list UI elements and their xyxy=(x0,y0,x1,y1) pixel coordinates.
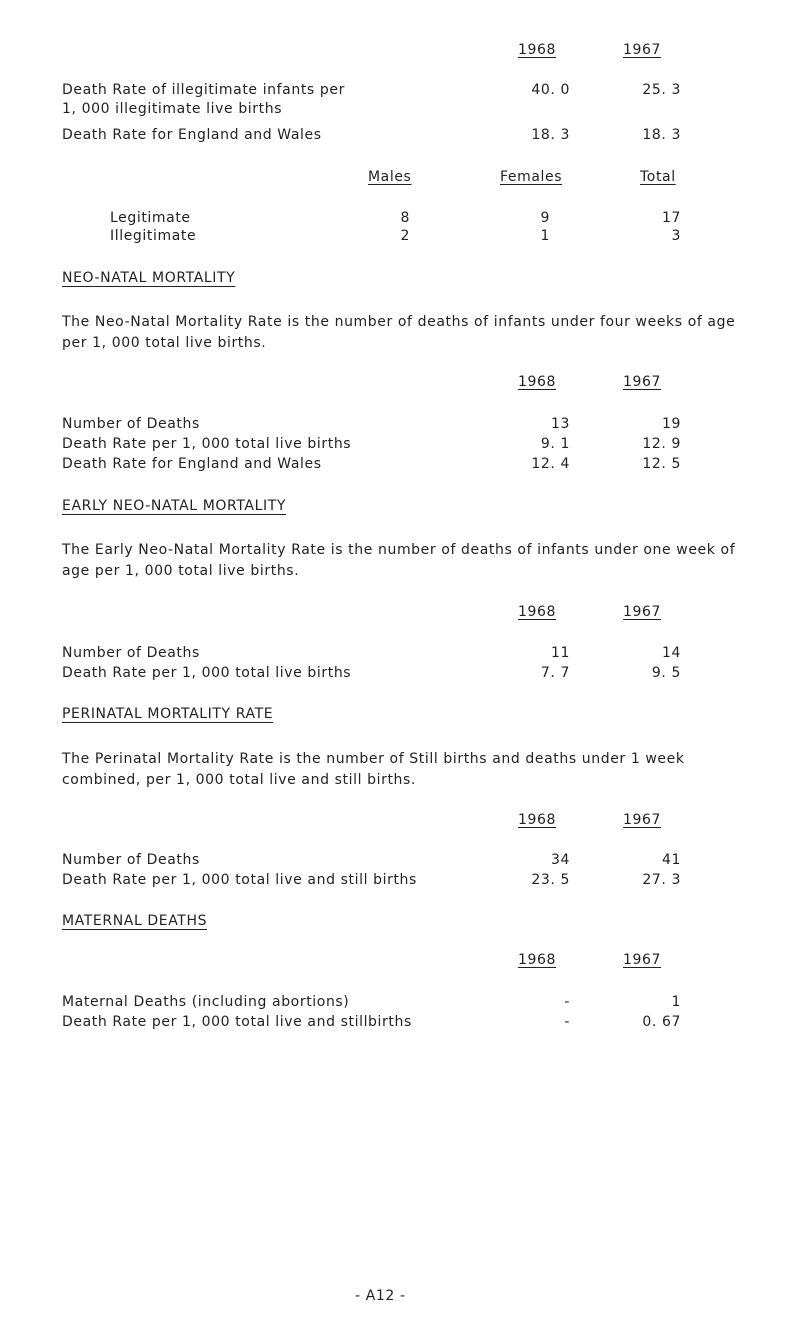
value-1967: 14 xyxy=(661,645,681,661)
year-header-1967: 1967 xyxy=(623,952,662,968)
row-label: Maternal Deaths (including abortions) xyxy=(62,994,350,1010)
value-1968: 13 xyxy=(550,416,570,432)
year-header-1968: 1968 xyxy=(518,42,557,58)
value-males: 8 xyxy=(400,210,410,226)
value-1968: 40. 0 xyxy=(531,82,570,98)
row-label: Death Rate for England and Wales xyxy=(62,456,322,472)
row-label-continued: 1, 000 illegitimate live births xyxy=(62,101,283,117)
section-description: The Neo-Natal Mortality Rate is the number of deaths of infants under four weeks of age per 1, 000 total live births. xyxy=(62,314,736,351)
row-label-legitimate: Legitimate xyxy=(110,210,191,226)
section-heading-perinatal: PERINATAL MORTALITY RATE xyxy=(62,706,274,722)
value-1968: 23. 5 xyxy=(531,872,570,888)
value-1968: 7. 7 xyxy=(540,665,570,681)
section-description: The Perinatal Mortality Rate is the number of Still births and deaths under 1 week combined, per 1, 000 total live and still births. xyxy=(62,751,685,788)
value-1967: 19 xyxy=(661,416,681,432)
year-header-1968: 1968 xyxy=(518,374,557,390)
value-1967: 41 xyxy=(661,852,681,868)
row-label: Death Rate of illegitimate infants per xyxy=(62,82,345,98)
row-label: Number of Deaths xyxy=(62,645,200,661)
page-number: - A12 - xyxy=(355,1288,406,1304)
value-1967: 12. 9 xyxy=(642,436,681,452)
row-label-illegitimate: Illegitimate xyxy=(110,228,197,244)
year-header-1967: 1967 xyxy=(623,374,662,390)
value-1967: 0. 67 xyxy=(642,1014,681,1030)
row-label: Death Rate per 1, 000 total live births xyxy=(62,436,352,452)
value-1968: 12. 4 xyxy=(531,456,570,472)
value-1968: 9. 1 xyxy=(540,436,570,452)
year-header-1967: 1967 xyxy=(623,604,662,620)
value-total: 17 xyxy=(661,210,681,226)
value-females: 1 xyxy=(540,228,550,244)
row-label: Death Rate per 1, 000 total live births xyxy=(62,665,352,681)
section-heading-early-neonatal: EARLY NEO-NATAL MORTALITY xyxy=(62,498,287,514)
value-1968: - xyxy=(564,1014,570,1030)
year-header-1968: 1968 xyxy=(518,952,557,968)
section-description: The Early Neo-Natal Mortality Rate is the number of deaths of infants under one week of age per 1, 000 total live births. xyxy=(62,542,736,579)
value-1968: 18. 3 xyxy=(531,127,570,143)
value-1967: 9. 5 xyxy=(651,665,681,681)
column-header-females: Females xyxy=(500,169,563,185)
row-label: Number of Deaths xyxy=(62,852,200,868)
value-total: 3 xyxy=(671,228,681,244)
year-header-1967: 1967 xyxy=(623,42,662,58)
row-label: Death Rate per 1, 000 total live and stillbirths xyxy=(62,1014,412,1030)
value-1968: - xyxy=(564,994,570,1010)
value-females: 9 xyxy=(540,210,550,226)
value-1967: 27. 3 xyxy=(642,872,681,888)
row-label: Number of Deaths xyxy=(62,416,200,432)
value-1968: 34 xyxy=(550,852,570,868)
section-heading-neonatal: NEO-NATAL MORTALITY xyxy=(62,270,236,286)
year-header-1968: 1968 xyxy=(518,604,557,620)
row-label: Death Rate for England and Wales xyxy=(62,127,322,143)
value-1967: 25. 3 xyxy=(642,82,681,98)
value-1967: 1 xyxy=(671,994,681,1010)
section-heading-maternal: MATERNAL DEATHS xyxy=(62,913,208,929)
value-1968: 11 xyxy=(550,645,570,661)
value-1967: 18. 3 xyxy=(642,127,681,143)
year-header-1967: 1967 xyxy=(623,812,662,828)
row-label: Death Rate per 1, 000 total live and still births xyxy=(62,872,417,888)
value-males: 2 xyxy=(400,228,410,244)
value-1967: 12. 5 xyxy=(642,456,681,472)
column-header-total: Total xyxy=(640,169,676,185)
year-header-1968: 1968 xyxy=(518,812,557,828)
column-header-males: Males xyxy=(368,169,412,185)
